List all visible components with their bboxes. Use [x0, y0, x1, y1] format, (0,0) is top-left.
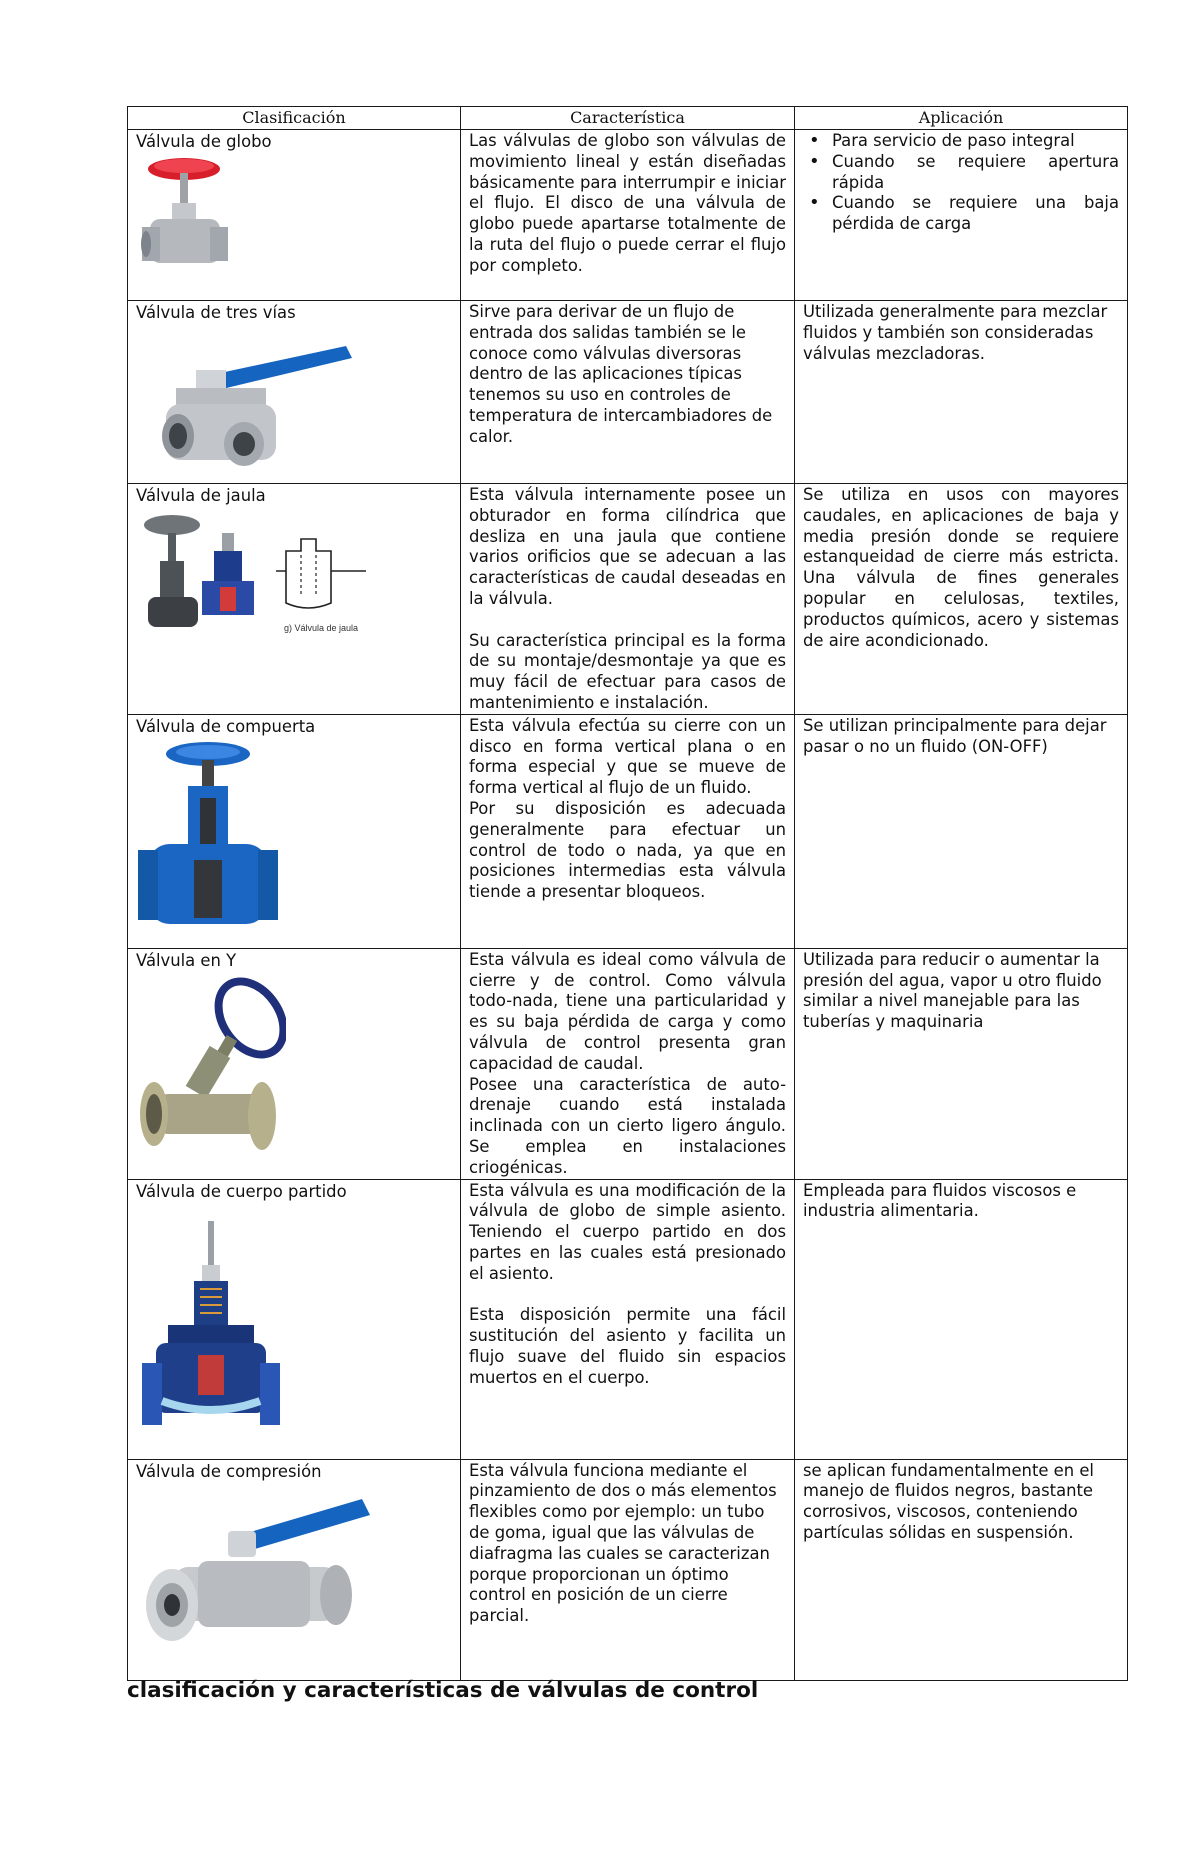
feature-text: Su característica principal es la forma de su montaje/desmontaje ya que es muy fácil de efectuar para casos de mantenimiento e instalación.: [469, 630, 786, 712]
table-row: [128, 1179, 1128, 1459]
feature-text: Esta válvula internamente posee un obturador en forma cilíndrica que desliza en una jaula que contiene varios orificios que se adecuan a las características de caudal deseadas en la válvula.: [469, 485, 786, 608]
classification-cell: [128, 484, 461, 715]
application-text: Se utilizan principalmente para dejar pasar o no un fluido (ON-OFF): [803, 715, 1107, 756]
globe-valve-icon: [136, 155, 236, 283]
feature-cell: [461, 714, 795, 948]
feature-text: Esta válvula funciona mediante el pinzamiento de dos o más elementos flexibles como por ejemplo: un tubo de goma, igual que las válvulas de diafragma las cuales se caracterizan porque proporcionan un óptimo control en posición de un cierre parcial.: [469, 1460, 777, 1626]
feature-cell: [461, 130, 795, 301]
gate-valve-icon: [136, 740, 286, 945]
classification-cell: [128, 1179, 461, 1459]
header-caracteristica: Característica: [461, 107, 795, 130]
application-list: [803, 131, 1119, 235]
application-text: se aplican fundamentalmente en el manejo de fluidos negros, bastante corrosivos, viscosos, conteniendo partículas sólidas en suspensión.: [803, 1460, 1094, 1542]
valve-name: Válvula de globo: [136, 132, 272, 151]
feature-text: Por su disposición es adecuada generalmente para efectuar un control de todo o nada, ya que en posiciones intermedias esta válvula tiende a presentar bloqueos.: [469, 798, 786, 902]
feature-cell: [461, 484, 795, 715]
feature-cell: [461, 948, 795, 1179]
feature-text: Sirve para derivar de un flujo de entrada dos salidas también se le conoce como válvulas diversoras dentro de las aplicaciones típicas tenemos su uso en controles de temperatura de intercambiadores de calor.: [469, 302, 773, 446]
list-item: • Cuando se requiere apertura rápida: [825, 152, 1119, 194]
classification-cell: [128, 714, 461, 948]
feature-text: Esta disposición permite una fácil sustitución del asiento y facilita un flujo suave del fluido sin espacios muertos en el cuerpo.: [469, 1305, 786, 1387]
valve-name: Válvula en Y: [136, 950, 237, 970]
classification-cell: [128, 130, 461, 301]
valve-name: Válvula de cuerpo partido: [136, 1181, 347, 1201]
valve-name: Válvula de tres vías: [136, 303, 296, 322]
application-text: Empleada para fluidos viscosos e industria alimentaria.: [803, 1180, 1077, 1221]
feature-cell: [461, 1179, 795, 1459]
classification-cell: [128, 301, 461, 484]
list-item: • Para servicio de paso integral: [825, 131, 1119, 152]
application-cell: [795, 301, 1128, 484]
classification-cell: [128, 1459, 461, 1680]
feature-text: Las válvulas de globo son válvulas de movimiento lineal y están diseñadas básicamente para interrumpir e iniciar el flujo. El disco de una válvula de globo puede apartarse totalmente de la ruta del flujo o puede cerrar el flujo por completo.: [469, 131, 786, 275]
application-cell: [795, 1179, 1128, 1459]
list-item: • Cuando se requiere una baja pérdida de carga: [825, 193, 1119, 235]
application-cell: [795, 130, 1128, 301]
feature-text: Esta válvula efectúa su cierre con un disco en forma vertical plana o en forma especial y que se mueve de forma vertical al flujo de un fluido.: [469, 715, 786, 798]
application-cell: [795, 1459, 1128, 1680]
y-valve-icon: [136, 974, 286, 1162]
cage-diagram-caption: g) Válvula de jaula: [284, 623, 359, 633]
application-text: Utilizada para reducir o aumentar la presión del agua, vapor u otro fluido similar a nivel manejable para las tuberías y maquinaria: [803, 949, 1102, 1032]
header-aplicacion: Aplicación: [795, 107, 1128, 130]
feature-text: Esta válvula es una modificación de la válvula de globo de simple asiento. Teniendo el cuerpo partido en dos partes en las cuales está presionado el asiento.: [469, 1180, 786, 1283]
split-body-valve-icon: [136, 1205, 286, 1435]
feature-text: Esta válvula es ideal como válvula de cierre y de control. Como válvula todo-nada, tiene una particularidad y es su baja pérdida de carga y como válvula de control presenta gran capacidad de caudal.: [469, 949, 786, 1073]
application-text: Se utiliza en usos con mayores caudales, en aplicaciones de baja y media presión donde se requiere estanqueidad de cierre más estricta. Una válvula de fines generales popular en celulosas, textiles, productos químicos, acero y sistemas de aire acondicionado.: [803, 485, 1119, 650]
table-row: [128, 948, 1128, 1179]
feature-cell: [461, 301, 795, 484]
cage-valve-icon: [136, 509, 376, 637]
compression-valve-icon: [136, 1485, 376, 1661]
table-header-row: [128, 107, 1128, 130]
header-clasificacion: Clasificación: [128, 107, 461, 130]
table-row: [128, 301, 1128, 484]
classification-cell: [128, 948, 461, 1179]
three-way-valve-icon: [136, 326, 356, 476]
feature-text: Posee una característica de auto-drenaje cuando está instalada inclinada con un cierto ligero ángulo. Se emplea en instalaciones criogénicas.: [469, 1074, 786, 1177]
application-cell: [795, 484, 1128, 715]
table-caption: clasificación y características de válvulas de control: [127, 1678, 759, 1703]
application-text: Utilizada generalmente para mezclar fluidos y también son consideradas válvulas mezcladoras.: [803, 302, 1108, 363]
application-cell: [795, 948, 1128, 1179]
valve-name: Válvula de jaula: [136, 486, 266, 505]
application-cell: [795, 714, 1128, 948]
table-row: [128, 484, 1128, 715]
table-row: [128, 714, 1128, 948]
valve-classification-table: [127, 106, 1128, 1681]
table-row: [128, 130, 1128, 301]
valve-name: Válvula de compresión: [136, 1461, 322, 1481]
feature-cell: [461, 1459, 795, 1680]
valve-name: Válvula de compuerta: [136, 716, 316, 736]
table-row: [128, 1459, 1128, 1680]
